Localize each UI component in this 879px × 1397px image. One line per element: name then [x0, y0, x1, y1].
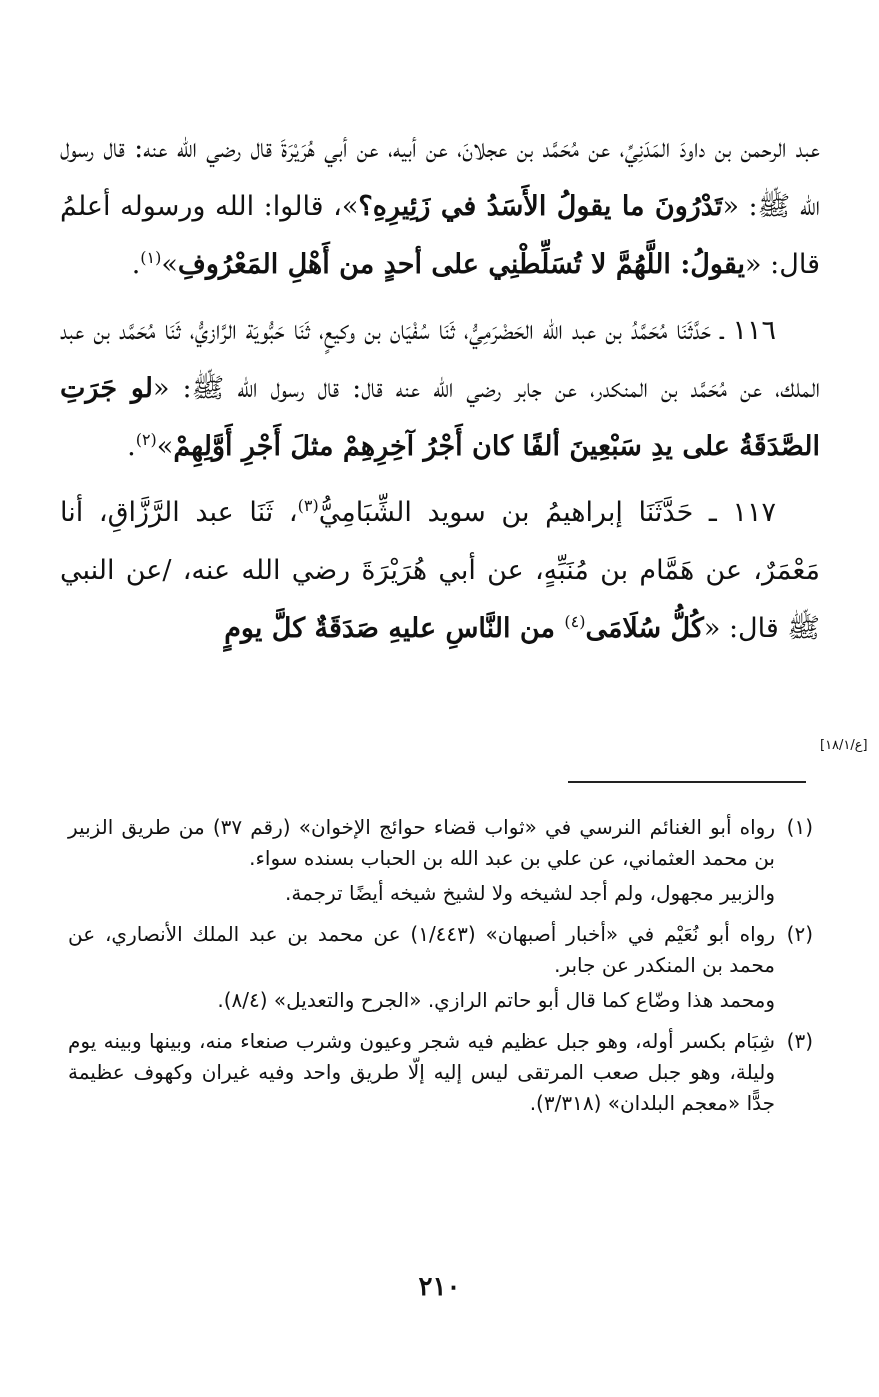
footnote-line: ومحمد هذا وضّاع كما قال أبو حاتم الرازي. «الجرح والتعديل» (٨/٤).: [217, 988, 775, 1012]
footnote-ref[interactable]: (٣): [297, 496, 319, 515]
text-run: ، ثَنَا عبد الرَّزَّاقِ، أنا مَعْمَرٌ، عن هَمَّام بن مُنَبِّهٍ، عن أبي هُرَيْرَةَ رضي الله عنه، /عن النبي ﷺ قال: «: [60, 497, 820, 644]
footnote-body: [68, 812, 775, 913]
footnote-body: [68, 1026, 775, 1123]
text-run: .: [131, 249, 141, 280]
footnote-2: [68, 919, 813, 1020]
text-run: ١١٦ ـ حَدَّثَنَا مُحَمَّدُ بن عبد الله الحَضْرَمِيُّ، ثَنَا سُفْيَان بن وكيعٍ، ثَنَا حَبُّويَة الرَّازيُّ، ثَنَا مُحَمَّد بن عبد الملك، عن مُحَمَّد بن المنكدر، عن جابر رضي الله عنه قال: قال رسول الله ﷺ: «: [60, 315, 820, 404]
footnote-ref[interactable]: (٢): [135, 430, 157, 449]
footnote-divider: [568, 781, 806, 783]
footnote-number: (٣): [786, 1029, 813, 1053]
footnotes: [68, 812, 813, 1129]
text-run: »: [161, 249, 178, 280]
footnote-1: [68, 812, 813, 913]
footnote-body: [68, 919, 775, 1020]
text-run: »: [156, 431, 174, 462]
manuscript-reference: [ع/١٨/١]: [820, 738, 868, 753]
footnote-line: رواه أبو الغنائم النرسي في «ثواب قضاء حوائج الإخوان» (رقم ٣٧) من طريق الزبير بن محمد العثماني، عن علي بن عبد الله بن الحباب بسنده سواء.: [68, 815, 775, 870]
footnote-ref[interactable]: (١): [140, 248, 162, 267]
footnote-line: والزبير مجهول، ولم أجد لشيخه ولا لشيخ شيخه أيضًا ترجمة.: [285, 881, 775, 905]
paragraph-intro: [60, 120, 820, 294]
hadith-quote: من النَّاسِ عليهِ صَدَقَةٌ كلَّ يومٍ: [224, 613, 565, 644]
page-number: ٢١٠: [418, 1272, 461, 1302]
text-run: »، قالوا: الله ورسوله أعلمُ قال: «: [60, 191, 820, 280]
footnote-ref[interactable]: (٤): [564, 612, 586, 631]
text-run: .: [127, 431, 136, 462]
hadith-117: [60, 484, 820, 658]
hadith-quote: كُلُّ سُلَامَى: [585, 613, 704, 644]
hadith-quote: يقولُ: اللَّهُمَّ لا تُسَلِّطْنِي على أحدٍ من أَهْلِ المَعْرُوفِ: [177, 249, 746, 280]
text-run: عبد الرحمن بن داودَ المَدَنِيِّ، عن مُحَمَّد بن عجلانَ، عن أبيه، عن أبي هُرَيْرَةَ قال رضي الله عنه: قال رسول الله ﷺ: «: [60, 133, 821, 222]
hadith-116: [60, 302, 820, 476]
footnote-number: (٢): [786, 922, 813, 946]
hadith-quote: تَدْرُونَ ما يقولُ الأَسَدُ في زَئِيرِهِ؟: [358, 191, 723, 222]
footnote-number: (١): [786, 815, 813, 839]
footnote-line: رواه أبو نُعَيْم في «أخبار أصبهان» (١/٤٤٣) عن محمد بن عبد الملك الأنصاري، عن محمد بن المنكدر عن جابر.: [68, 922, 775, 977]
main-text: [60, 120, 820, 666]
text-run: ١١٧ ـ حَدَّثَنَا إبراهيمُ بن سويد الشِّبَامِيُّ: [318, 497, 776, 528]
footnote-3: [68, 1026, 813, 1123]
footnote-line: شِبَام بكسر أوله، وهو جبل عظيم فيه شجر وعيون وشرب صنعاء منه، وبينها وبينه يوم وليلة، وهو جبل صعب المرتقى ليس إليه إلّا طريق واحد وفيه غيران وكهوف عظيمة جدًّا «معجم البلدان» (٣/٣١٨).: [68, 1029, 775, 1115]
hadith-quote: لو جَرَتِ الصَّدَقَةُ على يدِ سَبْعِينَ ألفًا كان أَجْرُ آخِرِهِمْ مثلَ أَجْرِ أَوَّلِهِمْ: [60, 373, 820, 462]
